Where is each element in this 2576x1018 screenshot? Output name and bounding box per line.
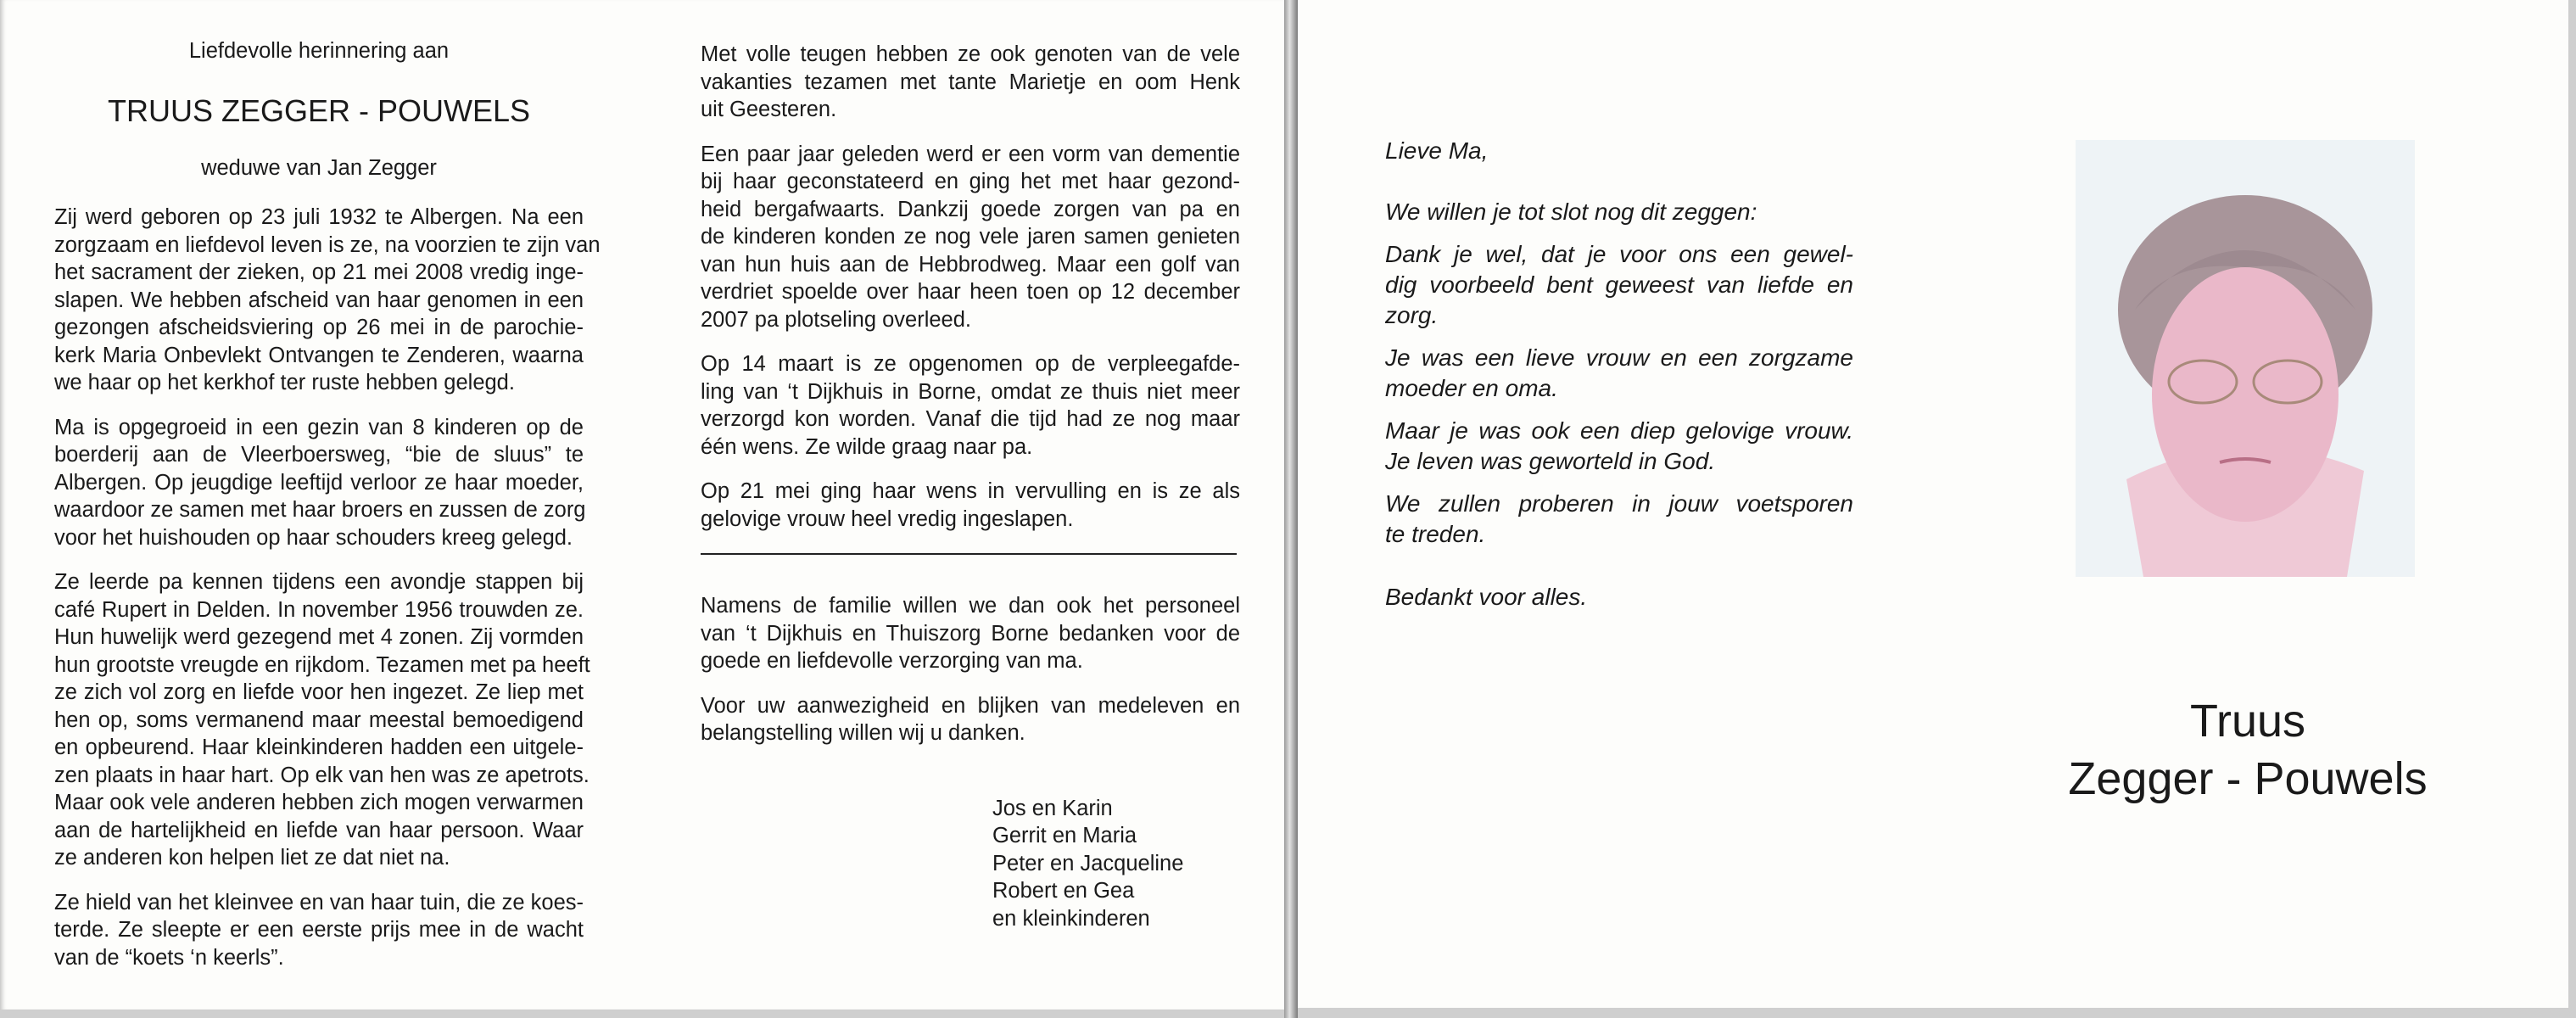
text-line: 2007 pa plotseling overleed. xyxy=(701,307,971,332)
portrait-photo xyxy=(2076,140,2415,577)
text-line: bij haar geconstateerd en ging het met haar gezond- xyxy=(701,170,1240,193)
front-name-first: Truus xyxy=(2189,696,2306,747)
text-line: één wens. Ze wilde graag naar pa. xyxy=(701,434,1033,459)
text-line: zorg. xyxy=(1385,302,1439,328)
text-line: Voor uw aanwezigheid en blijken van medeleven en xyxy=(701,693,1240,718)
text-line: heid bergafwaarts. Dankzij goede zorgen van pa en xyxy=(701,197,1240,221)
paragraph xyxy=(701,692,1240,747)
text-line: Hun huwelijk werd gezegend met 4 zonen. Zij vormden xyxy=(54,625,584,649)
letter-greeting: Lieve Ma, xyxy=(1385,137,1489,164)
text-line: ze zich vol zorg en liefde voor hen ingezet. Ze liep met xyxy=(54,680,584,704)
paragraph xyxy=(701,141,1240,334)
text-line: hen op, soms vermanend maar meestal bemoedigend xyxy=(54,708,584,732)
text-line: terde. Ze sleepte er een eerste prijs mee in de wacht xyxy=(54,918,584,942)
text-line: we haar op het kerkhof ter ruste hebben gelegd. xyxy=(54,371,515,394)
text-line: dig voorbeeld bent geweest van liefde en xyxy=(1385,271,1853,298)
widow-subtitle: weduwe van Jan Zegger xyxy=(201,156,437,180)
text-line: belangstelling willen wij u danken. xyxy=(701,721,1025,745)
text-line: verdriet spoelde over haar heen toen op 12 december xyxy=(701,280,1240,304)
text-line: café Rupert in Delden. In november 1956 trouwden ze. xyxy=(54,597,584,622)
text-line: zen plaats in haar hart. Op elk van hen was ze apetrots. xyxy=(54,763,590,787)
text-line: ling van ‘t Dijkhuis in Borne, omdat ze thuis niet meer xyxy=(701,379,1240,404)
text-line: te treden. xyxy=(1385,521,1486,547)
portrait-face xyxy=(2152,267,2339,522)
front-name-last: Zegger - Pouwels xyxy=(2068,753,2428,804)
text-line: Op 21 mei ging haar wens in vervulling en is ze als xyxy=(701,479,1240,503)
text-line: Ze hield van het kleinvee en van haar tuin, die ze koes- xyxy=(54,890,584,915)
signature-name: en kleinkinderen xyxy=(992,906,1150,931)
text-line: ze anderen kon helpen liet ze dat niet na. xyxy=(54,846,450,870)
paragraph xyxy=(1385,343,1853,404)
text-line: We zullen proberen in jouw voetsporen xyxy=(1385,490,1853,517)
text-line: slapen. We hebben afscheid van haar genomen in een xyxy=(54,288,584,312)
paragraph xyxy=(1385,197,1853,227)
text-line: de kinderen konden ze nog vele jaren samen genieten xyxy=(701,225,1240,249)
signature-name: Jos en Karin xyxy=(992,796,1113,820)
text-line: We willen je tot slot nog dit zeggen: xyxy=(1385,199,1757,225)
signature-name: Peter en Jacqueline xyxy=(992,851,1184,875)
text-line: uit Geesteren. xyxy=(701,98,837,121)
family-signatures xyxy=(992,795,1240,933)
text-line: Je leven was geworteld in God. xyxy=(1385,448,1716,474)
paragraph xyxy=(701,478,1240,533)
text-line: Zij werd geboren op 23 juli 1932 te Albergen. Na een xyxy=(54,205,584,229)
text-line: Op 14 maart is ze opgenomen op de verpleegafde- xyxy=(701,352,1240,376)
signature-name: Gerrit en Maria xyxy=(992,824,1137,847)
paragraph xyxy=(1385,416,1853,477)
text-line: hun grootste vreugde en rijkdom. Tezamen met pa heeft xyxy=(54,652,590,677)
text-line: verzorgd kon worden. Vanaf die tijd had ze nog maar xyxy=(701,407,1240,431)
text-line: Een paar jaar geleden werd er een vorm van dementie xyxy=(701,142,1240,166)
text-line: zorgzaam en liefdevol leven is ze, na voorzien te zijn van xyxy=(54,232,601,257)
paragraph xyxy=(54,568,590,872)
text-line: kerk Maria Onbevlekt Ontvangen te Zenderen, waarna xyxy=(54,343,584,367)
divider-line xyxy=(701,553,1237,555)
signature-name: Robert en Gea xyxy=(992,879,1135,903)
text-line: Maar je was ook een diep gelovige vrouw. xyxy=(1385,417,1853,444)
paragraph xyxy=(701,350,1240,461)
text-line: en opbeurend. Haar kleinkinderen hadden een uitgele- xyxy=(54,736,584,759)
text-line: Namens de familie willen we dan ook het personeel xyxy=(701,594,1240,618)
text-line: Maar ook vele anderen hebben zich mogen verwarmen xyxy=(54,791,584,814)
biography-paragraphs xyxy=(701,41,1240,533)
text-line: Albergen. Op jeugdige leeftijd verloor ze haar moeder, xyxy=(54,470,584,495)
paragraph xyxy=(54,889,584,972)
thanks-paragraphs xyxy=(701,592,1240,747)
letter-to-mother xyxy=(1385,136,1853,624)
paragraph xyxy=(1385,239,1853,331)
biography-column-2 xyxy=(701,41,1240,932)
text-line: gezongen afscheidsviering op 26 mei in de parochie- xyxy=(54,316,584,339)
left-card-spread xyxy=(0,0,1284,1010)
text-line: Ze leerde pa kennen tijdens een avondje stappen bij xyxy=(54,570,584,594)
paragraph xyxy=(1385,489,1853,550)
text-line: goede en liefdevolle verzorging van ma. xyxy=(701,649,1083,673)
text-line: Met volle teugen hebben ze ook genoten van de vele xyxy=(701,42,1240,66)
text-line: Ma is opgegroeid in een gezin van 8 kinderen op de xyxy=(54,415,584,439)
text-line: gelovige vrouw heel vredig ingeslapen. xyxy=(701,506,1074,531)
letter-paragraphs xyxy=(1385,197,1853,550)
text-line: Je was een lieve vrouw en een zorgzame xyxy=(1385,344,1853,371)
letter-closing: Bedankt voor alles. xyxy=(1385,584,1588,610)
text-line: van ‘t Dijkhuis en Thuiszorg Borne bedanken voor de xyxy=(701,621,1240,646)
paragraph xyxy=(54,414,584,552)
paragraph xyxy=(54,204,601,397)
card-fold-edge xyxy=(1284,0,1298,1018)
text-line: van hun huis aan de Hebbrodweg. Maar een golf van xyxy=(701,252,1240,277)
text-line: boerderij aan de Vleerboersweg, “bie de sluus” te xyxy=(54,443,584,467)
text-line: het sacrament der zieken, op 21 mei 2008 vredig inge- xyxy=(54,260,584,284)
text-line: van de “koets ‘n keerls”. xyxy=(54,945,284,970)
paragraph xyxy=(701,41,1240,124)
remembrance-heading: Liefdevolle herinnering aan xyxy=(188,39,450,63)
paragraph xyxy=(701,592,1240,675)
text-line: aan de hartelijkheid en liefde van haar persoon. Waar xyxy=(54,818,584,842)
text-line: voor het huishouden op haar schouders kreeg gelegd. xyxy=(54,525,573,550)
biography-column-1 xyxy=(54,204,601,988)
text-line: vakanties tezamen met tante Marietje en oom Henk xyxy=(701,70,1240,94)
text-line: Dank je wel, dat je voor ons een gewel- xyxy=(1385,241,1853,267)
text-line: waardoor ze samen met haar broers en zussen de zorg xyxy=(54,498,586,522)
text-line: moeder en oma. xyxy=(1385,375,1558,401)
deceased-name-title: TRUUS ZEGGER - POUWELS xyxy=(107,93,531,128)
